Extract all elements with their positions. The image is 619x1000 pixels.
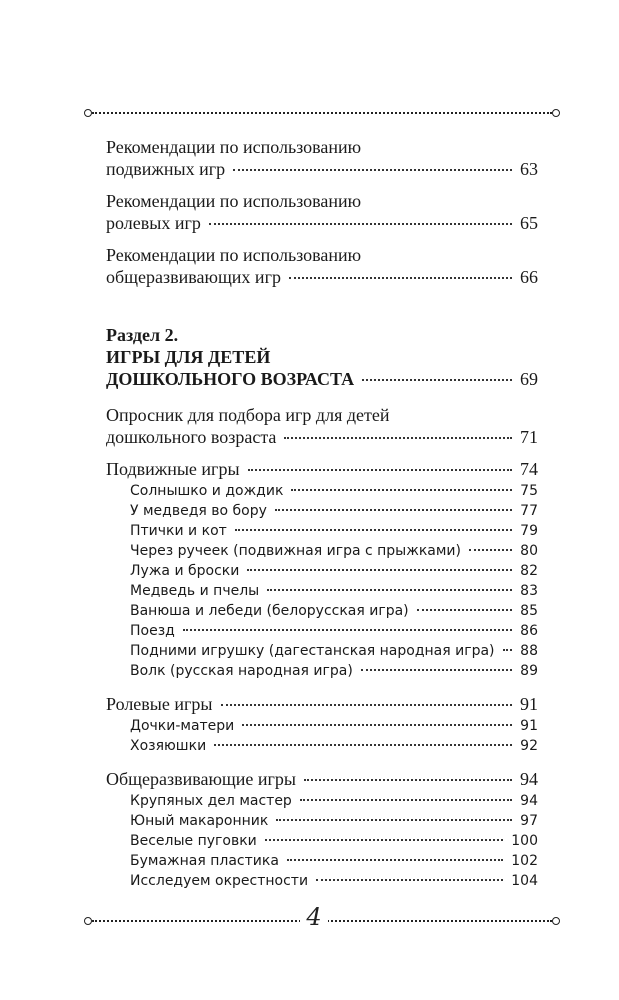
dot-leader: [291, 489, 512, 491]
toc-entry-rec-general[interactable]: [106, 244, 538, 288]
toc-entry-leader-line: [106, 426, 538, 448]
toc-entry-title: дошкольного возраста: [106, 427, 277, 447]
toc-subentry-title: Через ручеек (подвижная игра с прыжками): [130, 543, 461, 559]
page-number: 91: [520, 718, 538, 734]
dot-leader: [242, 724, 512, 726]
dot-leader: [469, 549, 512, 551]
page-number: 65: [520, 213, 538, 233]
page-number: 74: [520, 459, 538, 479]
page-number: 86: [520, 623, 538, 639]
dot-leader: [276, 819, 512, 821]
toc-subentry[interactable]: [130, 581, 538, 601]
dot-leader: [265, 839, 504, 841]
page-number: 104: [511, 873, 538, 889]
dot-leader: [287, 859, 503, 861]
dot-leader: [300, 799, 512, 801]
toc-subentry[interactable]: [130, 791, 538, 811]
dot-leader: [214, 744, 512, 746]
toc-subentry-title: Поезд: [130, 623, 175, 639]
toc-subentry-title: Птички и кот: [130, 523, 227, 539]
dot-leader: [183, 629, 512, 631]
page-number: 75: [520, 483, 538, 499]
toc-subentry[interactable]: [130, 501, 538, 521]
page-number: 80: [520, 543, 538, 559]
dot-leader: [267, 589, 512, 591]
page-number: 89: [520, 663, 538, 679]
section-title: ДОШКОЛЬНОГО ВОЗРАСТА: [106, 369, 355, 389]
toc-subentry[interactable]: [130, 541, 538, 561]
toc-entry-title-line: Опросник для подбора игр для детей: [106, 405, 390, 425]
page-number: 63: [520, 159, 538, 179]
rule-end-circle: [84, 917, 92, 925]
toc-subentry[interactable]: [130, 561, 538, 581]
dot-leader: [304, 779, 512, 781]
page-number: 83: [520, 583, 538, 599]
toc-entry-mobile-games[interactable]: [106, 458, 538, 480]
toc-subentry[interactable]: [130, 851, 538, 871]
toc-entry-title: Подвижные игры: [106, 459, 240, 479]
dot-leader: [221, 704, 513, 706]
dot-leader: [289, 277, 512, 279]
dot-leader: [233, 169, 512, 171]
dot-leader: [362, 379, 512, 381]
page-number: 94: [520, 793, 538, 809]
dot-leader: [316, 879, 503, 881]
toc-subentry-title: Лужа и броски: [130, 563, 240, 579]
rule-end-circle: [552, 109, 560, 117]
toc-subentry-title: Исследуем окрестности: [130, 873, 309, 889]
toc-subentry-title: Подними игрушку (дагестанская народная игра): [130, 643, 495, 659]
page-number: 69: [520, 369, 538, 389]
toc-entry-leader-line: [106, 158, 538, 180]
toc-entry-leader-line: [106, 768, 538, 790]
toc-subentry[interactable]: [130, 641, 538, 661]
toc-subentry-title: Солнышко и дождик: [130, 483, 284, 499]
toc-subentry[interactable]: [130, 871, 538, 891]
toc-subentry-title: Медведь и пчелы: [130, 583, 260, 599]
toc-entry-title-line: Рекомендации по использованию: [106, 245, 362, 265]
toc-entry-role-games[interactable]: [106, 693, 538, 715]
toc-subentry[interactable]: [130, 601, 538, 621]
section-label: Раздел 2.: [106, 325, 179, 345]
toc-subentry-title: Хозяюшки: [130, 738, 207, 754]
toc-entry-title: подвижных игр: [106, 159, 226, 179]
toc-entry-leader-line: [106, 368, 538, 390]
toc-subentry[interactable]: [130, 716, 538, 736]
section-title-line: ИГРЫ ДЛЯ ДЕТЕЙ: [106, 347, 271, 367]
toc-entry-title: ролевых игр: [106, 213, 201, 233]
page-number: 92: [520, 738, 538, 754]
page-number: 102: [511, 853, 538, 869]
page-number: 94: [520, 769, 538, 789]
toc-entry-title: Общеразвивающие игры: [106, 769, 297, 789]
toc-section-2[interactable]: [106, 324, 538, 390]
dot-leader: [503, 649, 513, 651]
page-number: 91: [520, 694, 538, 714]
rule-dotted-line: [92, 112, 552, 114]
toc-entry-rec-role[interactable]: [106, 190, 538, 234]
toc-subentry[interactable]: [130, 736, 538, 756]
toc-subentry[interactable]: [130, 521, 538, 541]
rule-end-circle: [552, 917, 560, 925]
dot-leader: [284, 437, 512, 439]
page-number: 66: [520, 267, 538, 287]
page-number: 71: [520, 427, 538, 447]
toc-entry-questionnaire[interactable]: [106, 404, 538, 448]
page-number: 88: [520, 643, 538, 659]
toc-entry-leader-line: [106, 266, 538, 288]
toc-entry-general-games[interactable]: [106, 768, 538, 790]
toc-subentry-title: Ванюша и лебеди (белорусская игра): [130, 603, 409, 619]
rule-end-circle: [84, 109, 92, 117]
toc-subentry[interactable]: [130, 481, 538, 501]
page-number: 77: [520, 503, 538, 519]
dot-leader: [248, 469, 512, 471]
toc-subentry[interactable]: [130, 811, 538, 831]
toc-entry-title: Ролевые игры: [106, 694, 213, 714]
page-number: 97: [520, 813, 538, 829]
toc-subentry-title: Веселые пуговки: [130, 833, 257, 849]
toc-subentry-title: Дочки-матери: [130, 718, 235, 734]
dot-leader: [361, 669, 512, 671]
toc-entry-leader-line: [106, 458, 538, 480]
dot-leader: [247, 569, 512, 571]
dot-leader: [235, 529, 512, 531]
dot-leader: [275, 509, 512, 511]
top-ornament-rule: [84, 108, 560, 118]
dot-leader: [417, 609, 513, 611]
page-folio-number: 4: [300, 903, 328, 931]
toc-subentry[interactable]: [130, 831, 538, 851]
page-number: 79: [520, 523, 538, 539]
toc-subentry-title: У медведя во бору: [130, 503, 267, 519]
toc-entry-title-line: Рекомендации по использованию: [106, 191, 362, 211]
toc-subentry-title: Бумажная пластика: [130, 853, 279, 869]
page-number: 82: [520, 563, 538, 579]
dot-leader: [209, 223, 512, 225]
page-number: 100: [511, 833, 538, 849]
toc-entry-title: общеразвивающих игр: [106, 267, 281, 287]
toc-entry-title-line: Рекомендации по использованию: [106, 137, 362, 157]
toc-subentry-title: Юный макаронник: [130, 813, 269, 829]
toc-subentry[interactable]: [130, 621, 538, 641]
toc-entry-rec-mobile[interactable]: [106, 136, 538, 180]
toc-subentry-title: Крупяных дел мастер: [130, 793, 292, 809]
toc-subentry[interactable]: [130, 661, 538, 681]
toc-entry-leader-line: [106, 693, 538, 715]
toc-subentry-title: Волк (русская народная игра): [130, 663, 353, 679]
page-number: 85: [520, 603, 538, 619]
toc-entry-leader-line: [106, 212, 538, 234]
